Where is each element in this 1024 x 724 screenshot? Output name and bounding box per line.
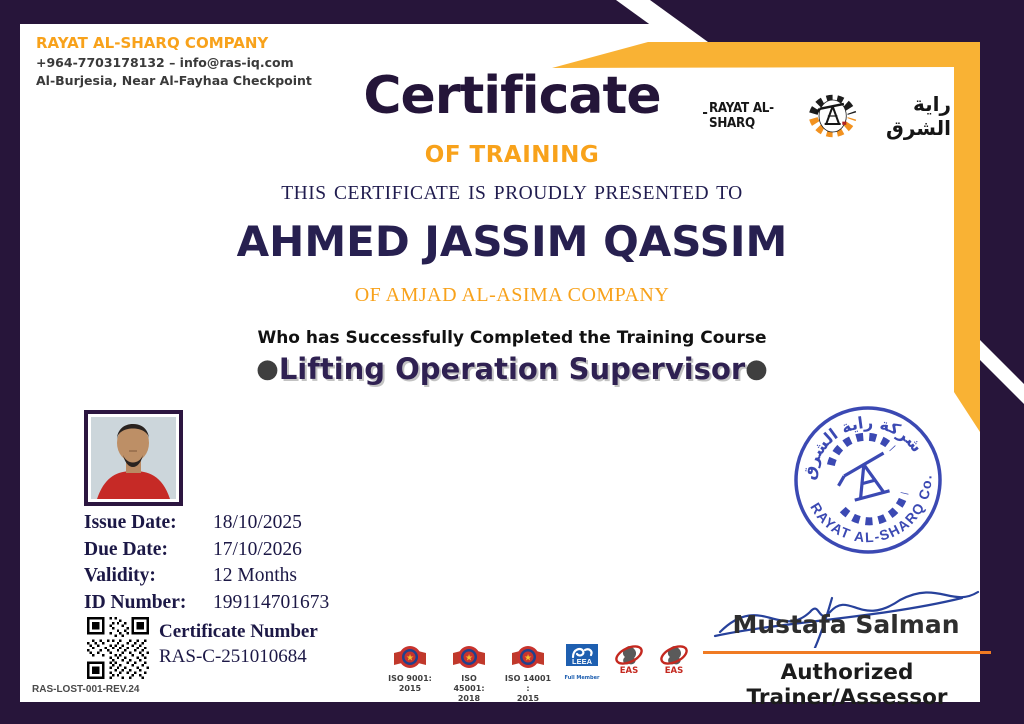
portrait-illustration xyxy=(91,417,176,499)
validity-label: Validity: xyxy=(84,565,156,586)
svg-text:RAYAT AL-SHARQ Co.: RAYAT AL-SHARQ Co. xyxy=(807,473,935,546)
signer-role: Authorized Trainer/Assessor xyxy=(746,660,948,710)
recipient-company: OF AMJAD AL-ASIMA COMPANY xyxy=(354,284,670,306)
due-date-value: 17/10/2026 xyxy=(213,538,302,560)
course-bullet-left: ● xyxy=(256,354,279,384)
iso-medal-icon xyxy=(452,644,486,672)
certificate-title: Certificate xyxy=(363,66,661,126)
eas-label: EAS xyxy=(664,666,684,676)
svg-text:★: ★ xyxy=(405,653,415,664)
leea-icon xyxy=(566,644,598,674)
svg-text:★: ★ xyxy=(464,653,474,664)
badge-iso-45001 xyxy=(445,644,493,704)
badge-label: ISO 45001: 2018 xyxy=(453,674,485,703)
iso-medal-icon xyxy=(393,644,427,672)
certificate-details xyxy=(84,512,384,618)
oil-pump-gear-icon xyxy=(807,79,858,153)
detail-row-due-date xyxy=(84,539,384,566)
svg-text:شركة راية الشرق: شركة راية الشرق xyxy=(799,412,927,482)
course-title-line xyxy=(0,352,1024,386)
eas-label: EAS xyxy=(619,666,639,676)
id-number-label: ID Number: xyxy=(84,591,187,613)
detail-row-issue-date xyxy=(84,512,384,539)
signer-name: Mustafa Salman xyxy=(732,610,960,639)
badge-iso-9001 xyxy=(386,644,434,694)
presented-line: THIS CERTIFICATE IS PROUDLY PRESENTED TO xyxy=(281,183,743,204)
trainee-photo xyxy=(84,410,183,506)
detail-row-id-number xyxy=(84,592,384,619)
issue-date-value: 18/10/2025 xyxy=(213,512,302,533)
document-code: RAS-LOST-001-REV.24 xyxy=(32,684,140,695)
signature-rule xyxy=(703,651,991,654)
svg-text:★: ★ xyxy=(523,653,533,664)
badge-label: ISO 9001: 2015 xyxy=(388,674,432,693)
qr-code xyxy=(87,617,149,679)
validity-value: 12 Months xyxy=(213,565,297,586)
recipient-name: AHMED JASSIM QASSIM xyxy=(236,217,788,266)
leea-full-member-label: Full Member xyxy=(564,675,600,681)
company-phone-email: +964-7703178132 – info@ras-iq.com xyxy=(36,55,294,70)
certificate-subtitle: OF TRAINING xyxy=(424,142,600,168)
iso-medal-icon xyxy=(511,644,545,672)
due-date-label: Due Date: xyxy=(84,538,168,560)
logo-text-ar: راية الشرق xyxy=(858,91,953,141)
logo-text-en: RAYAT AL-SHARQ xyxy=(707,100,802,132)
badge-iso-14001 xyxy=(504,644,552,704)
badge-label: ISO 14001 : 2015 xyxy=(504,674,552,703)
accreditation-badges xyxy=(386,644,691,704)
company-address: Al-Burjesia, Near Al-Fayhaa Checkpoint xyxy=(36,73,312,88)
course-intro-line: Who has Successfully Completed the Training Course xyxy=(257,328,767,348)
badge-eas-2 xyxy=(657,644,691,676)
eas-icon xyxy=(614,644,644,668)
certificate-number-value: RAS-C-251010684 xyxy=(159,646,307,667)
certificate-number-label: Certificate Number xyxy=(159,621,318,642)
eas-icon xyxy=(659,644,689,668)
issue-date-label: Issue Date: xyxy=(84,512,177,533)
company-name: RAYAT AL-SHARQ COMPANY xyxy=(36,34,269,52)
badge-eas-1 xyxy=(612,644,646,676)
id-number-value: 199114701673 xyxy=(213,591,330,613)
badge-leea xyxy=(563,644,601,681)
svg-text:LEEA: LEEA xyxy=(571,657,593,666)
detail-row-validity xyxy=(84,565,384,592)
course-title: Lifting Operation Supervisor xyxy=(278,352,746,386)
course-bullet-right: ● xyxy=(745,354,768,384)
